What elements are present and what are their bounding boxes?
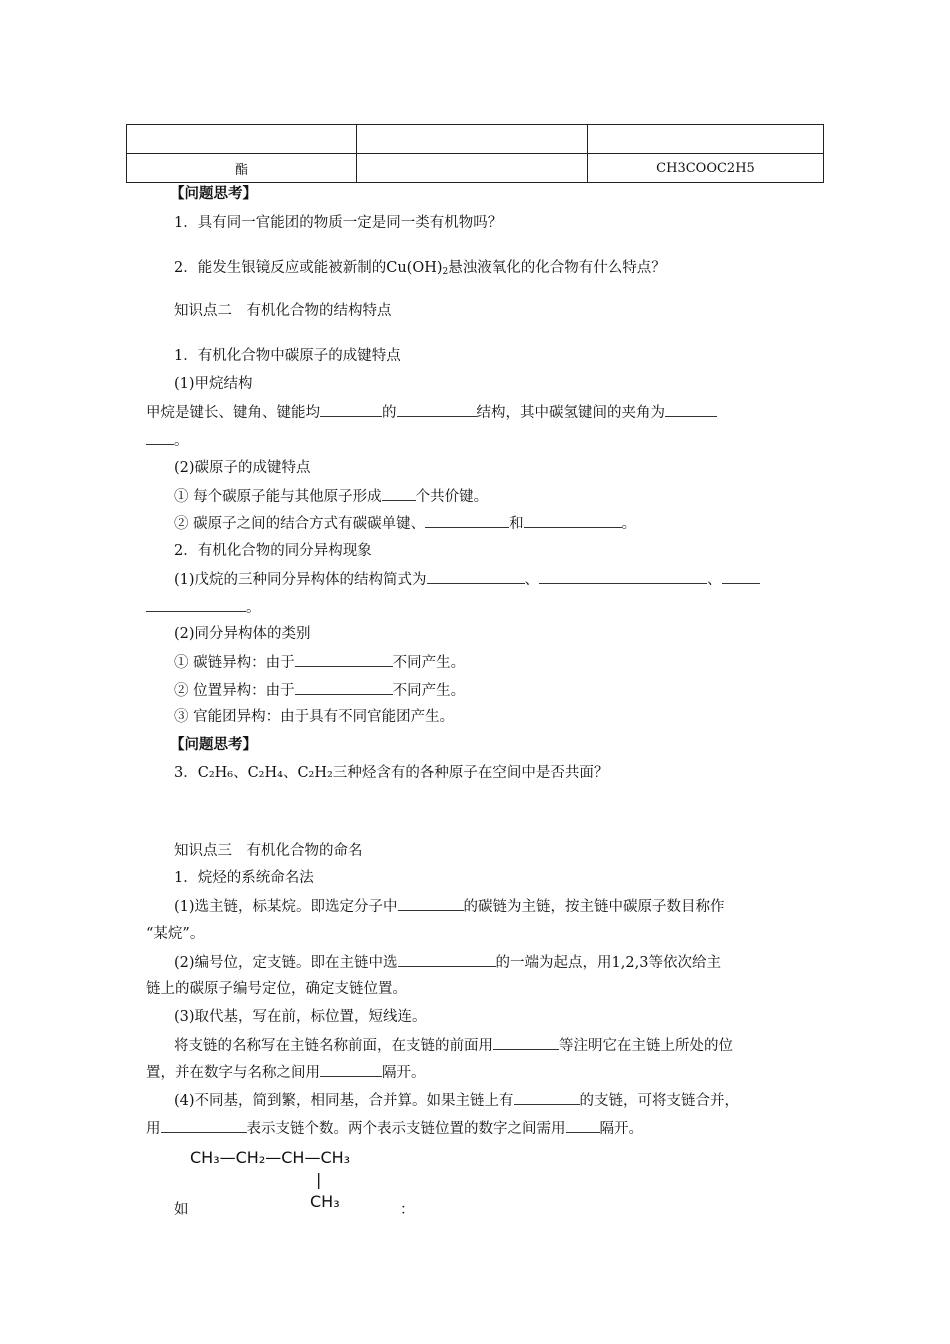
structural-formula bbox=[190, 1146, 410, 1216]
fill-in-sentence: 。 bbox=[146, 597, 261, 618]
table-cell bbox=[357, 154, 588, 183]
functional-group-table bbox=[126, 124, 824, 183]
question-2: 2．能发生银镜反应或能被新制的$Cu(OH)_2$悬浊液氧化的化合物有什么特点？ bbox=[174, 260, 666, 277]
fill-in-sentence: ① 碳链异构：由于 不同产生。 bbox=[174, 652, 465, 673]
fill-in-sentence: 用 表示支链个数。两个表示支链位置的数字之间需用 隔开。 bbox=[146, 1118, 643, 1139]
section-heading: 知识点三 有机化合物的命名 bbox=[174, 843, 363, 859]
formula-main-chain: CH₃—CH₂—CH—CH₃ bbox=[190, 1148, 351, 1167]
section-heading: 【问题思考】 bbox=[170, 736, 257, 753]
fill-in-sentence: ① 每个碳原子能与其他原子形成 个共价键。 bbox=[174, 486, 488, 507]
subheading: (2)碳原子的成键特点 bbox=[174, 460, 311, 476]
formula-branch: CH₃ bbox=[310, 1192, 340, 1211]
formula-vertical-bond: | bbox=[316, 1170, 322, 1189]
fill-in-sentence: 甲烷是键长、键角、键能均 的 结构，其中碳氢键间的夹角为 bbox=[146, 402, 717, 423]
fill-in-sentence: ② 位置异构：由于 不同产生。 bbox=[174, 680, 465, 701]
subheading: (2)同分异构体的类别 bbox=[174, 626, 311, 642]
question-3: 3．C₂H₆、C₂H₄、C₂H₂三种烃含有的各种原子在空间中是否共面？ bbox=[174, 765, 609, 781]
section-heading: 知识点二 有机化合物的结构特点 bbox=[174, 303, 392, 319]
fill-in-sentence: (4)不同基，简到繁，相同基，合并算。如果主链上有 的支链，可将支链合并， bbox=[174, 1090, 739, 1111]
table-cell bbox=[127, 125, 357, 154]
subheading: 1．烷烃的系统命名法 bbox=[174, 870, 314, 886]
example-label: 如 bbox=[174, 1202, 189, 1218]
fill-in-sentence: 。 bbox=[146, 430, 189, 451]
subheading: 2．有机化合物的同分异构现象 bbox=[174, 543, 372, 559]
text-line: ③ 官能团异构：由于具有不同官能团产生。 bbox=[174, 709, 455, 725]
table-cell bbox=[357, 125, 588, 154]
fill-in-sentence: 置，并在数字与名称之间用 隔开。 bbox=[146, 1062, 426, 1083]
fill-in-sentence: 将支链的名称写在主链名称前面，在支链的前面用 等注明它在主链上所处的位 bbox=[174, 1035, 733, 1056]
table-row bbox=[127, 125, 824, 154]
fill-in-sentence: ② 碳原子之间的结合方式有碳碳单键、 和 。 bbox=[174, 513, 636, 534]
table-cell: 酯 bbox=[127, 154, 357, 183]
question-1: 1．具有同一官能团的物质一定是同一类有机物吗？ bbox=[174, 215, 503, 231]
fill-in-sentence: (1)选主链，标某烷。即选定分子中 的碳链为主链，按主链中碳原子数目称作 bbox=[174, 896, 725, 917]
subheading: (1)甲烷结构 bbox=[174, 376, 253, 392]
example-colon: ： bbox=[400, 1202, 415, 1218]
text-line: (3)取代基，写在前，标位置，短线连。 bbox=[174, 1009, 427, 1025]
section-heading: 【问题思考】 bbox=[170, 185, 257, 202]
fill-in-sentence: (2)编号位，定支链。即在主链中选 的一端为起点，用1,2,3等依次给主 bbox=[174, 952, 721, 973]
text-line: 链上的碳原子编号定位，确定支链位置。 bbox=[146, 981, 407, 997]
table-row bbox=[127, 154, 824, 183]
subheading: 1．有机化合物中碳原子的成键特点 bbox=[174, 348, 401, 364]
table-cell: CH3COOC2H5 bbox=[588, 154, 824, 183]
table-cell bbox=[588, 125, 824, 154]
text-line: “某烷”。 bbox=[146, 926, 205, 942]
fill-in-sentence: (1)戊烷的三种同分异构体的结构简式为 、 、 bbox=[174, 569, 760, 590]
